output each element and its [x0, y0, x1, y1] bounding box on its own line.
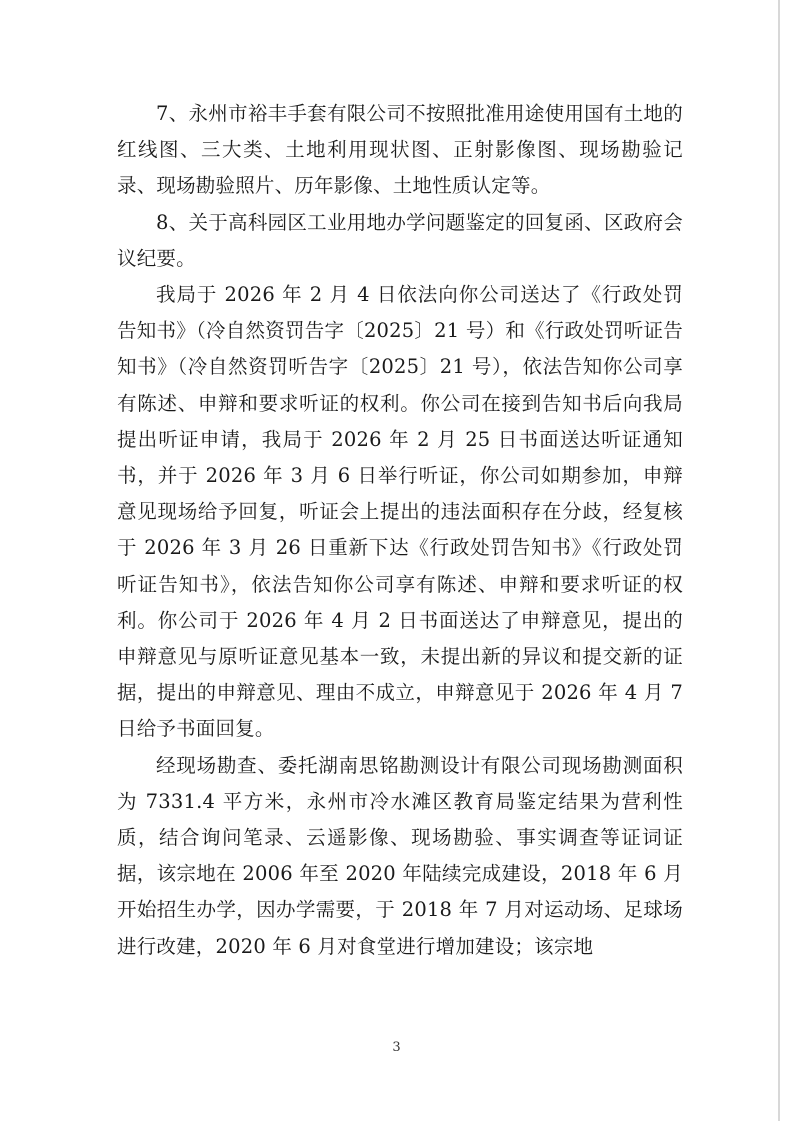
paragraph-item-7: 7、永州市裕丰手套有限公司不按照批准用途使用国有土地的红线图、三大类、土地利用现状图、正射影像图、现场勘验记录、现场勘验照片、历年影像、土地性质认定等。 — [117, 102, 683, 198]
paragraph-item-8: 8、关于高科园区工业用地办学问题鉴定的回复函、区政府会议纪要。 — [117, 210, 683, 270]
paragraph-hearing-process: 我局于 2026 年 2 月 4 日依法向你公司送达了《行政处罚告知书》（冷自然资罚告字〔2025〕21 号）和《行政处罚听证告知书》（冷自然资罚听告字〔2025〕21 号），依法告知你公司享有陈述、申辩和要求听证的权利。你公司在接到告知书后向我局提出听证申请，我局于 2026 年 2 月 25 日书面送达听证通知书，并于 2026 年 3 月 6 日举行听证，你公司如期参加，申辩意见现场给予回复，听证会上提出的违法面积存在分歧，经复核于 2026 年 3 月 26 日重新下达《行政处罚告知书》《行政处罚听证告知书》，依法告知你公司享有陈述、申辩和要求听证的权利。你公司于 2026 年 4 月 2 日书面送达了申辩意见，提出的申辩意见与原听证意见基本一致，未提出新的异议和提交新的证据，提出的申辩意见、理由不成立，申辩意见于 2026 年 4 月 7 日给予书面回复。 — [117, 283, 683, 741]
paragraph-survey-findings: 经现场勘查、委托湖南思铭勘测设计有限公司现场勘测面积为 7331.4 平方米，永州市冷水滩区教育局鉴定结果为营利性质，结合询问笔录、云遥影像、现场勘验、事实调查等证词证据，该宗地在 2006 年至 2020 年陆续完成建设，2018 年 6 月开始招生办学，因办学需要，于 2018 年 7 月对运动场、足球场进行改建，2020 年 6 月对食堂进行增加建设；该宗地 — [117, 753, 683, 958]
page-edge-shadow — [778, 0, 780, 1121]
page-number: 3 — [392, 1040, 401, 1055]
body-text — [117, 96, 683, 965]
